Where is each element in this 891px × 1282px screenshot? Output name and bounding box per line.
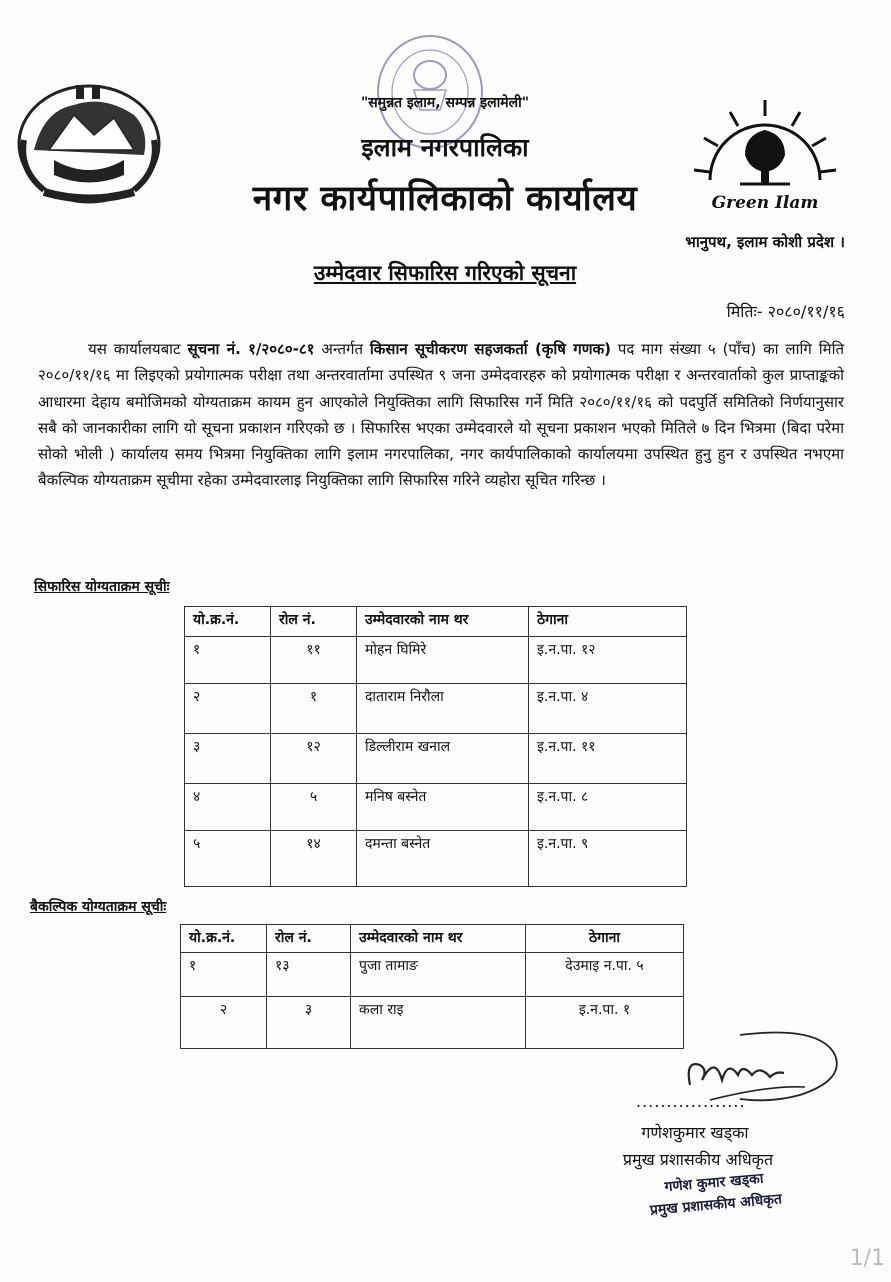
serial-cell: १	[185, 637, 271, 684]
roll-cell: १	[271, 684, 357, 734]
column-header: ठेगाना	[526, 925, 684, 953]
body-text-2: अन्तर्गत	[314, 340, 370, 358]
table-row	[185, 784, 687, 831]
address-cell: इ.न.पा. ९	[529, 831, 687, 887]
stamp-name: गणेश कुमार खड्का	[663, 1170, 765, 1196]
address-cell: इ.न.पा. १	[526, 997, 684, 1049]
recommended-table	[184, 606, 687, 887]
office-subtitle: नगर कार्यपालिकाको कार्यालय	[252, 179, 638, 219]
table-header-row	[185, 607, 687, 637]
signatory-title: प्रमुख प्रशासकीय अधिकृत	[622, 1150, 774, 1169]
notice-body	[38, 336, 844, 494]
roll-cell: ५	[271, 784, 357, 831]
name-cell: दमन्ता बस्नेत	[357, 831, 529, 887]
column-header: उम्मेदवारको नाम थर	[351, 925, 526, 953]
table-row	[181, 997, 684, 1049]
table-row	[181, 953, 684, 997]
column-header: यो.क्र.नं.	[185, 607, 271, 637]
table-row	[185, 734, 687, 784]
signature-line: ..................	[636, 1092, 746, 1111]
signatory-name: गणेशकुमार खड्का	[641, 1123, 749, 1142]
green-ilam-text: Green Ilam	[711, 193, 819, 213]
address-cell: देउमाइ न.पा. ५	[526, 953, 684, 997]
name-cell: कला राइ	[351, 997, 526, 1049]
address-cell: इ.न.पा. ४	[529, 684, 687, 734]
alternate-list-heading: बैकल्पिक योग्यताक्रम सूचीः	[30, 899, 167, 915]
nepal-emblem-icon	[14, 80, 164, 208]
table-row	[185, 831, 687, 887]
motto-text: "समुन्नत इलाम, सम्पन्न इलामेली"	[360, 95, 530, 111]
alternate-table	[180, 924, 684, 1049]
table-row	[185, 684, 687, 734]
column-header: ठेगाना	[529, 607, 687, 637]
serial-cell: २	[181, 997, 267, 1049]
name-cell: मोहन घिमिरे	[357, 637, 529, 684]
notice-title: उम्मेदवार सिफारिस गरिएको सूचना	[313, 261, 577, 285]
name-cell: मनिष बस्नेत	[357, 784, 529, 831]
roll-cell: १२	[271, 734, 357, 784]
notice-date: मितिः- २०८०/११/१६	[726, 302, 845, 321]
roll-cell: १४	[271, 831, 357, 887]
roll-cell: ११	[271, 637, 357, 684]
table-header-row	[181, 925, 684, 953]
address-cell: इ.न.पा. ११	[529, 734, 687, 784]
recommended-list-heading: सिफारिस योग्यताक्रम सूचीः	[34, 579, 170, 595]
address-cell: इ.न.पा. ८	[529, 784, 687, 831]
green-ilam-logo-icon	[690, 100, 840, 218]
serial-cell: ५	[185, 831, 271, 887]
serial-cell: ४	[185, 784, 271, 831]
serial-cell: १	[181, 953, 267, 997]
page-indicator: 1/1	[849, 1246, 885, 1271]
office-address: भानुपथ, इलाम कोशी प्रदेश ।	[685, 233, 845, 251]
roll-cell: १३	[267, 953, 351, 997]
table-row	[185, 637, 687, 684]
column-header: रोल नं.	[267, 925, 351, 953]
address-cell: इ.न.पा. १२	[529, 637, 687, 684]
column-header: उम्मेदवारको नाम थर	[357, 607, 529, 637]
column-header: यो.क्र.नं.	[181, 925, 267, 953]
notice-number: सूचना नं. १/२०८०-८१	[187, 340, 315, 358]
office-name: इलाम नगरपालिका	[361, 133, 529, 162]
name-cell: डिल्लीराम खनाल	[357, 734, 529, 784]
serial-cell: ३	[185, 734, 271, 784]
name-cell: दाताराम निरौला	[357, 684, 529, 734]
column-header: रोल नं.	[271, 607, 357, 637]
name-stamp	[628, 1165, 801, 1224]
stamp-title: प्रमुख प्रशासकीय अधिकृत	[649, 1191, 783, 1219]
body-text-1: यस कार्यालयबाट	[88, 340, 188, 358]
roll-cell: ३	[267, 997, 351, 1049]
position-name: किसान सूचीकरण सहजकर्ता (कृषि गणक)	[369, 340, 611, 358]
name-cell: पुजा तामाङ	[351, 953, 526, 997]
body-text-3: पद माग संख्या ५ (पाँच) का लागि मिति २०८०/११/१६ मा लिइएको प्रयोगात्मक परीक्षा तथा अन्तरवार्तामा उपस्थित ९ जना उम्मेदवारहरु को प्रयोगात्मक परीक्षा र अन्तरवार्ताको कुल प्राप्ताङ्कको आधारमा देहाय बमोजिमको योग्यताक्रम कायम हुन आएकोले नियुक्तिका लागि सिफारिस गर्ने मिति २०८०/११/१६ को पदपुर्ति समितिको निर्णयानुसार सबै को जानकारीका लागि यो सूचना प्रकाशन गरिएको छ । सिफारिस भएका उम्मेदवारले यो सूचना प्रकाशन भएको मितिले ७ दिन भित्रमा (बिदा परेमा सोको भोली ) कार्यालय समय भित्रमा नियुक्तिका लागि इलाम नगरपालिका, नगर कार्यपालिकाको कार्यालयमा उपस्थित हुनु हुन र उपस्थित नभएमा बैकल्पिक योग्यताक्रम सूचीमा रहेका उम्मेदवारलाइ नियुक्तिका लागि सिफारिस गरिने व्यहोरा सूचित गरिन्छ ।	[38, 340, 845, 490]
serial-cell: २	[185, 684, 271, 734]
